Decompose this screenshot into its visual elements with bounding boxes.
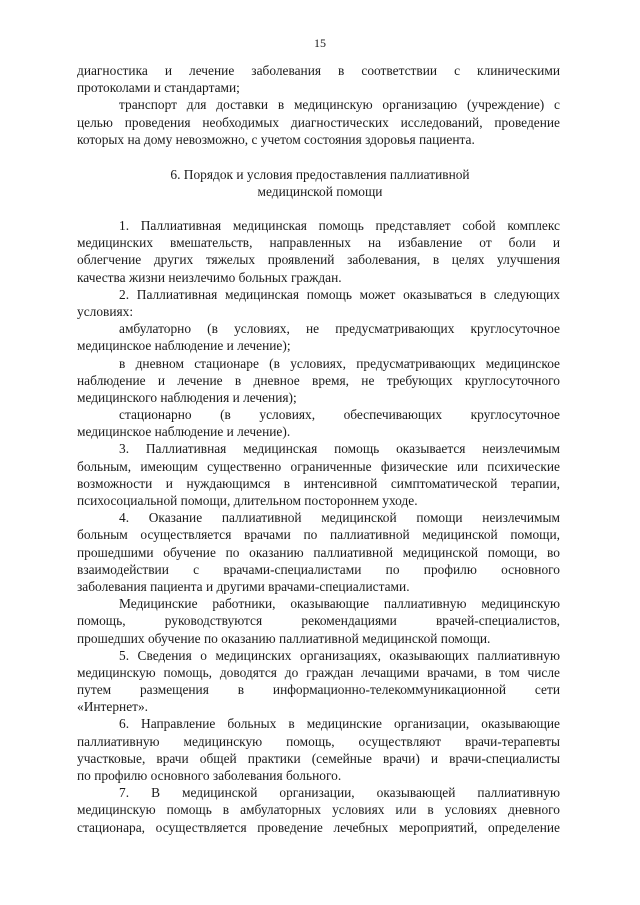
text-line: участковые, врачи общей практики (семейные врачи) и врачи-специалисты (77, 750, 560, 766)
text-line: взаимодействии с врачами-специалистами по профилю основного (77, 561, 560, 577)
text-line: возможности и нуждающимся в интенсивной симптоматической терапии, (77, 475, 560, 491)
text-line: Медицинские работники, оказывающие паллиативную медицинскую (119, 596, 560, 612)
text-line: 3. Паллиативная медицинская помощь оказывается неизлечимым (119, 441, 560, 457)
intro-block (77, 62, 560, 148)
text-line: путем размещения в информационно-телекоммуникационной сети (77, 682, 560, 698)
text-line: по профилю основного заболевания больного. (77, 768, 342, 783)
text-line: в дневном стационаре (в условиях, предусматривающих медицинское (119, 355, 560, 371)
text-line: больным осуществляется врачами по паллиативной медицинской помощи, (77, 527, 560, 543)
text-line: условиях: (77, 303, 134, 319)
text-line: заболевания пациента и другими врачами-специалистами. (77, 578, 410, 594)
text-line: 5. Сведения о медицинских организациях, оказывающих паллиативную (119, 647, 560, 663)
section-title-line: 6. Порядок и условия предоставления паллиативной (170, 167, 470, 182)
text-line: паллиативную медицинскую помощь, осуществляют врачи-терапевты (77, 733, 560, 749)
text-line: стационара, осуществляется проведение лечебных мероприятий, определение (77, 819, 560, 835)
text-line: «Интернет». (77, 699, 149, 715)
text-line: 6. Направление больных в медицинские организации, оказывающие (119, 716, 560, 732)
text-line: медицинскую помощь, доводятся до граждан лечащими врачами, в том числе (77, 664, 560, 680)
text-line: облегчение других тяжелых проявлений заболевания, в целях улучшения (77, 252, 560, 268)
text-line: медицинское наблюдение и лечение). (77, 424, 291, 440)
text-line: медицинскую помощь в амбулаторных условиях или в условиях дневного (77, 802, 560, 818)
section-title-line: медицинской помощи (257, 184, 383, 200)
text-line: медицинское наблюдение и лечение); (77, 338, 291, 354)
text-line: 1. Паллиативная медицинская помощь представляет собой комплекс (119, 218, 560, 233)
text-line: протоколами и стандартами; (77, 80, 240, 96)
text-line: диагностика и лечение заболевания в соответствии с клиническими (77, 63, 560, 78)
section-body (77, 217, 560, 836)
text-line: 7. В медицинской организации, оказывающей паллиативную (119, 785, 560, 801)
text-line: психосоциальной помощи, длительном постороннем уходе. (77, 493, 418, 508)
text-line: помощь, руководствуются рекомендациями врачей-специалистов, (77, 613, 560, 629)
text-line: целью проведения необходимых диагностических исследований, проведение (77, 114, 560, 130)
text-line: транспорт для доставки в медицинскую организацию (учреждение) с (119, 97, 560, 113)
section-heading (0, 166, 640, 200)
text-line: 2. Паллиативная медицинская помощь может оказываться в следующих (119, 286, 560, 302)
text-line: больным, имеющим существенно ограниченные физические или психические (77, 458, 560, 474)
text-line: прошедших обучение по оказанию паллиативной медицинской помощи. (77, 630, 491, 646)
text-line: качества жизни неизлечимо больных граждан. (77, 269, 342, 285)
text-line: медицинского наблюдения и лечения); (77, 389, 297, 405)
page-number: 15 (314, 36, 326, 50)
text-line: стационарно (в условиях, обеспечивающих круглосуточное (119, 407, 560, 423)
text-line: амбулаторно (в условиях, не предусматривающих круглосуточное (119, 321, 560, 337)
text-line: которых на дому невозможно, с учетом состояния здоровья пациента. (77, 131, 475, 147)
text-line: прошедшими обучение по оказанию паллиативной медицинской помощи, во (77, 544, 560, 560)
text-line: медицинских вмешательств, направленных на избавление от боли и (77, 235, 560, 251)
text-line: наблюдение и лечение в дневное время, не требующих круглосуточного (77, 372, 560, 388)
text-line: 4. Оказание паллиативной медицинской помощи неизлечимым (119, 510, 560, 526)
